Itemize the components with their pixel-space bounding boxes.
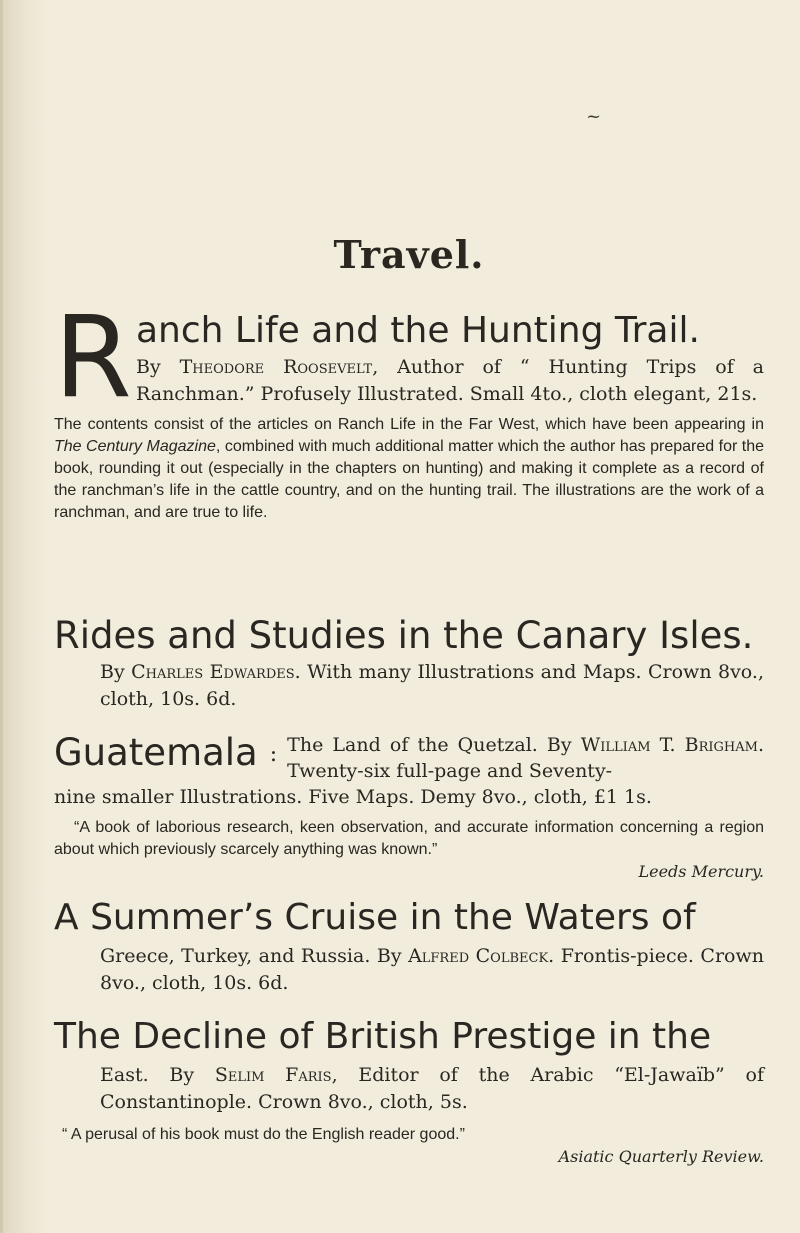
book-title: A Summer’s Cruise in the Waters of (54, 897, 696, 938)
page-edge-shadow (0, 0, 46, 1233)
book-entry-canary-isles (54, 615, 764, 713)
details-text: . With many Illustrations and Maps. Crown 8vo., cloth, 10s. 6d. (100, 661, 764, 710)
drop-cap: R (54, 293, 132, 423)
book-details: nine smaller Illustrations. Five Maps. Demy 8vo., cloth, £1 1s. (54, 786, 652, 808)
book-description (54, 414, 764, 524)
by-label: By (136, 356, 180, 378)
subtitle-text: The Land of the Quetzal. By (287, 734, 581, 756)
book-details (100, 1062, 764, 1116)
title-colon: : (269, 742, 278, 767)
details-text-cont: , Editor of the Arabic “El-Jawaïb” of Constantinople. Crown 8vo., cloth, 5s. (100, 1064, 764, 1113)
review-quote: “A book of laborious research, keen observation, and accurate information concerning a region about which previously scarcely anything was known.” (54, 819, 764, 858)
review-quote: “ A perusal of his book must do the English reader good.” (62, 1126, 465, 1143)
description-text-cont: , combined with much additional matter which the author has prepared for the book, rounding it out (especially in the chapters on hunting) and making it complete as a record of the ranchman’s life in the cattle country, and on the hunting trail. The illustrations are the work of a ranchman, and are true to life. (54, 438, 765, 521)
book-title: The Decline of British Prestige in the (54, 1016, 712, 1057)
page-mark: ~ (586, 106, 602, 127)
book-entry-ranch-life (54, 293, 765, 524)
book-title: Guatemala (54, 731, 258, 774)
book-details (100, 659, 764, 713)
book-subtitle (287, 732, 764, 784)
section-heading: Travel. (333, 232, 485, 277)
book-title: anch Life and the Hunting Trail. (136, 310, 700, 351)
book-details (136, 354, 764, 408)
author-name: Theodore Roosevelt (179, 356, 373, 378)
book-entry-british-prestige (54, 1016, 764, 1168)
review-citation: Leeds Mercury. (638, 862, 764, 881)
by-label: By (100, 661, 132, 683)
author-name: William T. Brigham (580, 734, 758, 756)
review-citation: Asiatic Quarterly Review. (558, 1147, 764, 1166)
magazine-title: The Century Magazine (54, 438, 216, 455)
page-edge-line (0, 0, 3, 1233)
details-text-cont: . Frontis-piece. Crown 8vo., cloth, 10s. 6d. (100, 945, 764, 994)
book-title: Rides and Studies in the Canary Isles. (54, 614, 754, 657)
book-entry-summer-cruise (54, 897, 764, 997)
details-text: East. By (100, 1064, 215, 1086)
book-entry-guatemala (54, 732, 764, 883)
author-name: Alfred Colbeck (408, 945, 549, 967)
details-text: . Twenty-six full-page and Seventy- (287, 734, 764, 782)
author-name: Charles Edwardes (131, 661, 295, 683)
author-name: Selim Faris (214, 1064, 332, 1086)
book-details (100, 943, 764, 997)
title-row (54, 732, 764, 784)
details-text: Greece, Turkey, and Russia. By (100, 945, 409, 967)
description-text: The contents consist of the articles on Ranch Life in the Far West, which have been appearing in (54, 416, 764, 433)
details-text: , Author of “ Hunting Trips of a Ranchman.” Profusely Illustrated. Small 4to., cloth elegant, 21s. (136, 356, 764, 405)
